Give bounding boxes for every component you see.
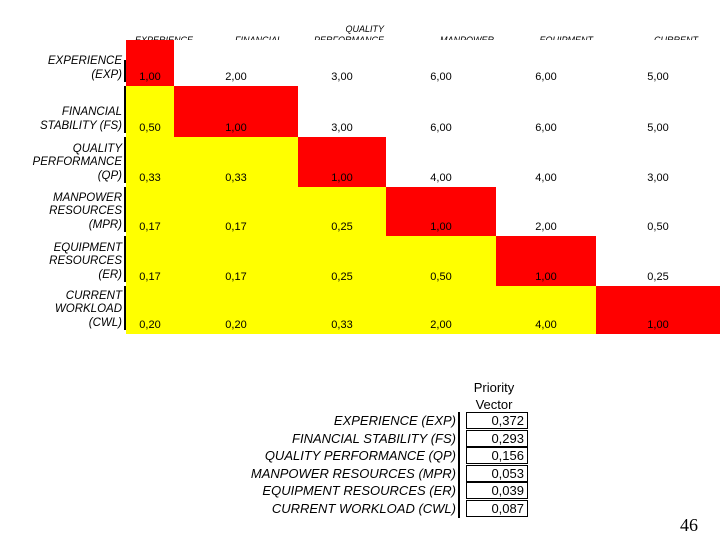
matrix-cell (126, 236, 174, 286)
matrix-cell-value: 4,00 (535, 319, 557, 331)
row-header-line: CURRENT (65, 289, 122, 302)
matrix-cell (174, 187, 298, 236)
matrix-cell-value: 0,50 (647, 221, 669, 233)
priority-value: 0,372 (466, 412, 528, 429)
matrix-cell (174, 137, 298, 187)
row-header-line: (MPR) (88, 218, 122, 231)
row-header-line: PERFORMANCE (32, 156, 122, 168)
row-header (20, 236, 126, 282)
row-header-line: (CWL) (88, 316, 122, 329)
matrix-cell-value: 0,20 (139, 319, 161, 331)
matrix-cell (298, 286, 386, 334)
priority-value: 0,156 (466, 447, 528, 464)
priority-label: MANPOWER RESOURCES (MPR) (250, 465, 456, 481)
row-header-line: MANPOWER (53, 191, 122, 204)
matrix-cell-value: 0,33 (139, 172, 161, 184)
matrix-cell-value: 1,00 (430, 221, 452, 233)
matrix-cell (174, 86, 298, 137)
matrix-cell (596, 236, 720, 286)
matrix-cell (126, 137, 174, 187)
matrix-cell-value: 5,00 (647, 71, 669, 83)
matrix-cell-value: 6,00 (430, 71, 452, 83)
matrix-cell (298, 137, 386, 187)
matrix-cell (596, 137, 720, 187)
matrix-cell (174, 286, 298, 334)
matrix-cell (126, 86, 174, 137)
priority-label: EQUIPMENT RESOURCES (ER) (262, 483, 456, 498)
matrix-cell-value: 2,00 (225, 71, 247, 83)
matrix-cell-value: 0,25 (331, 221, 353, 233)
matrix-cell-value: 0,17 (225, 221, 247, 233)
matrix-cell-value: 6,00 (430, 122, 452, 134)
matrix-cell-value: 1,00 (647, 319, 669, 331)
matrix-cell-value: 0,25 (331, 271, 353, 283)
row-header-line: QUALITY (72, 142, 122, 155)
matrix-cell (386, 236, 496, 286)
matrix-cell (126, 286, 174, 334)
priority-value: 0,293 (466, 430, 528, 447)
matrix-cell (596, 286, 720, 334)
matrix-cell (174, 236, 298, 286)
matrix-cell (496, 40, 596, 86)
row-header-line: FINANCIAL (61, 106, 122, 118)
matrix-cell-value: 1,00 (535, 271, 557, 283)
column-header-line: QUALITY (345, 24, 384, 34)
priority-label: FINANCIAL STABILITY (FS) (292, 430, 456, 446)
row-header-line: (EXP) (91, 68, 122, 81)
matrix-cell (596, 86, 720, 137)
row-header-line: (QP) (97, 169, 122, 182)
matrix-cell-value: 0,50 (139, 122, 161, 134)
matrix-cell-value: 1,00 (331, 172, 353, 184)
row-header-line: EQUIPMENT (53, 241, 122, 254)
row-header-line: WORKLOAD (54, 303, 122, 315)
priority-value: 0,039 (466, 482, 528, 499)
matrix-cell-value: 6,00 (535, 71, 557, 83)
matrix-cell-value: 1,00 (225, 122, 247, 134)
matrix-cell (298, 86, 386, 137)
matrix-cell (298, 187, 386, 236)
row-header-line: (ER) (98, 268, 122, 281)
matrix-cell-value: 3,00 (647, 172, 669, 184)
matrix-cell-value: 0,50 (430, 271, 452, 283)
priority-value: 0,053 (466, 465, 528, 482)
matrix-cell (496, 236, 596, 286)
matrix-cell (126, 187, 174, 236)
row-header-line: RESOURCES (49, 205, 122, 217)
matrix-cell-value: 3,00 (331, 122, 353, 134)
matrix-cell-value: 0,33 (331, 319, 353, 331)
matrix-cell-value: 0,17 (139, 221, 161, 233)
matrix-cell (174, 40, 298, 86)
matrix-cell-value: 4,00 (430, 172, 452, 184)
matrix-cell-value: 0,25 (647, 271, 669, 283)
matrix-cell (496, 286, 596, 334)
matrix-cell-value: 0,33 (225, 172, 247, 184)
matrix-cell (496, 137, 596, 187)
matrix-cell (298, 236, 386, 286)
matrix-cell (496, 86, 596, 137)
priority-label: EXPERIENCE (EXP) (333, 413, 456, 428)
matrix-cell (596, 40, 720, 86)
priority-label: QUALITY PERFORMANCE (QP) (264, 448, 456, 463)
row-header (20, 137, 126, 183)
row-header-line: STABILITY (FS) (39, 119, 122, 132)
matrix-cell (386, 187, 496, 236)
priority-label: CURRENT WORKLOAD (CWL) (271, 500, 456, 516)
page-number: 46 (680, 515, 698, 535)
matrix-cell-value: 4,00 (535, 172, 557, 184)
matrix-cell-value: 5,00 (647, 122, 669, 134)
priority-value: 0,087 (466, 500, 528, 517)
matrix-cell (386, 137, 496, 187)
row-header-line: RESOURCES (49, 255, 122, 267)
priority-vector-divider (458, 412, 460, 518)
row-header (20, 86, 126, 133)
matrix-cell (386, 86, 496, 137)
matrix-cell-value: 3,00 (331, 71, 353, 83)
matrix-cell (126, 40, 174, 86)
matrix-cell-value: 2,00 (430, 319, 452, 331)
matrix-cell-value: 1,00 (139, 71, 161, 83)
matrix-cell (496, 187, 596, 236)
matrix-cell-value: 2,00 (535, 221, 557, 233)
priority-vector-header-line-1: Priority (473, 380, 515, 395)
matrix-cell (596, 187, 720, 236)
matrix-cell (386, 286, 496, 334)
matrix-cell-value: 0,17 (139, 271, 161, 283)
matrix-cell-value: 0,20 (225, 319, 247, 331)
row-header (20, 55, 126, 82)
row-header-line: EXPERIENCE (47, 55, 122, 67)
matrix-cell-value: 6,00 (535, 122, 557, 134)
row-header (20, 286, 126, 330)
matrix-cell-value: 0,17 (225, 271, 247, 283)
priority-vector-header (466, 379, 522, 413)
matrix-cell (298, 40, 386, 86)
priority-vector-header-line-2: Vector (475, 397, 513, 412)
row-header (20, 187, 126, 232)
matrix-cell (386, 40, 496, 86)
